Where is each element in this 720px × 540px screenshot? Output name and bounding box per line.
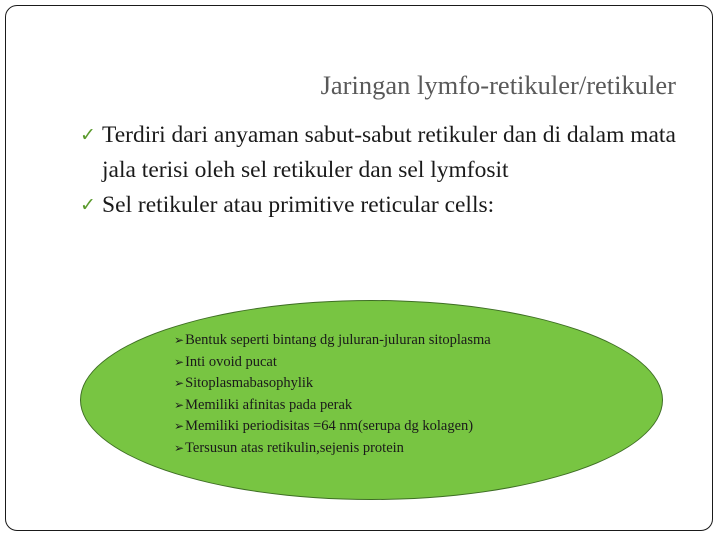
sub-bullet-item [174,438,491,460]
sub-bullet-list [174,330,491,460]
sub-bullet-text: Sitoplasmabasophylik [185,375,314,392]
arrow-bullet-icon: ➢ [174,397,185,412]
arrow-bullet-icon: ➢ [174,419,185,434]
sub-bullet-item [174,330,491,352]
bullet-item [78,188,678,223]
sub-bullet-text: Bentuk seperti bintang dg juluran-juluran sitoplasma [185,332,491,348]
bullet-item [78,118,678,188]
arrow-bullet-icon: ➢ [174,333,185,347]
arrow-bullet-icon: ➢ [174,354,185,369]
bullet-text: Terdiri dari anyaman sabut-sabut retikuler dan di dalam mata jala terisi oleh sel retikuler dan sel lymfosit [102,122,676,183]
checkmark-icon: ✓ [80,124,96,146]
checkmark-icon: ✓ [80,194,96,216]
sub-bullet-text: Tersusun atas retikulin,sejenis protein [185,439,404,456]
sub-bullet-item [174,352,491,374]
bullet-text: Sel retikuler atau primitive reticular cells: [102,192,495,218]
arrow-bullet-icon: ➢ [174,440,185,455]
arrow-bullet-icon: ➢ [174,376,185,391]
sub-bullet-text: Inti ovoid pucat [185,353,277,370]
sub-bullet-item [174,373,491,395]
sub-bullet-item [174,416,491,438]
sub-bullet-item [174,395,491,417]
sub-bullet-text: Memiliki periodisitas =64 nm(serupa dg kolagen) [185,418,474,435]
slide-title: Jaringan lymfo-retikuler/retikuler [320,70,676,100]
bullet-list [78,118,678,223]
sub-bullet-text: Memiliki afinitas pada perak [185,396,353,413]
